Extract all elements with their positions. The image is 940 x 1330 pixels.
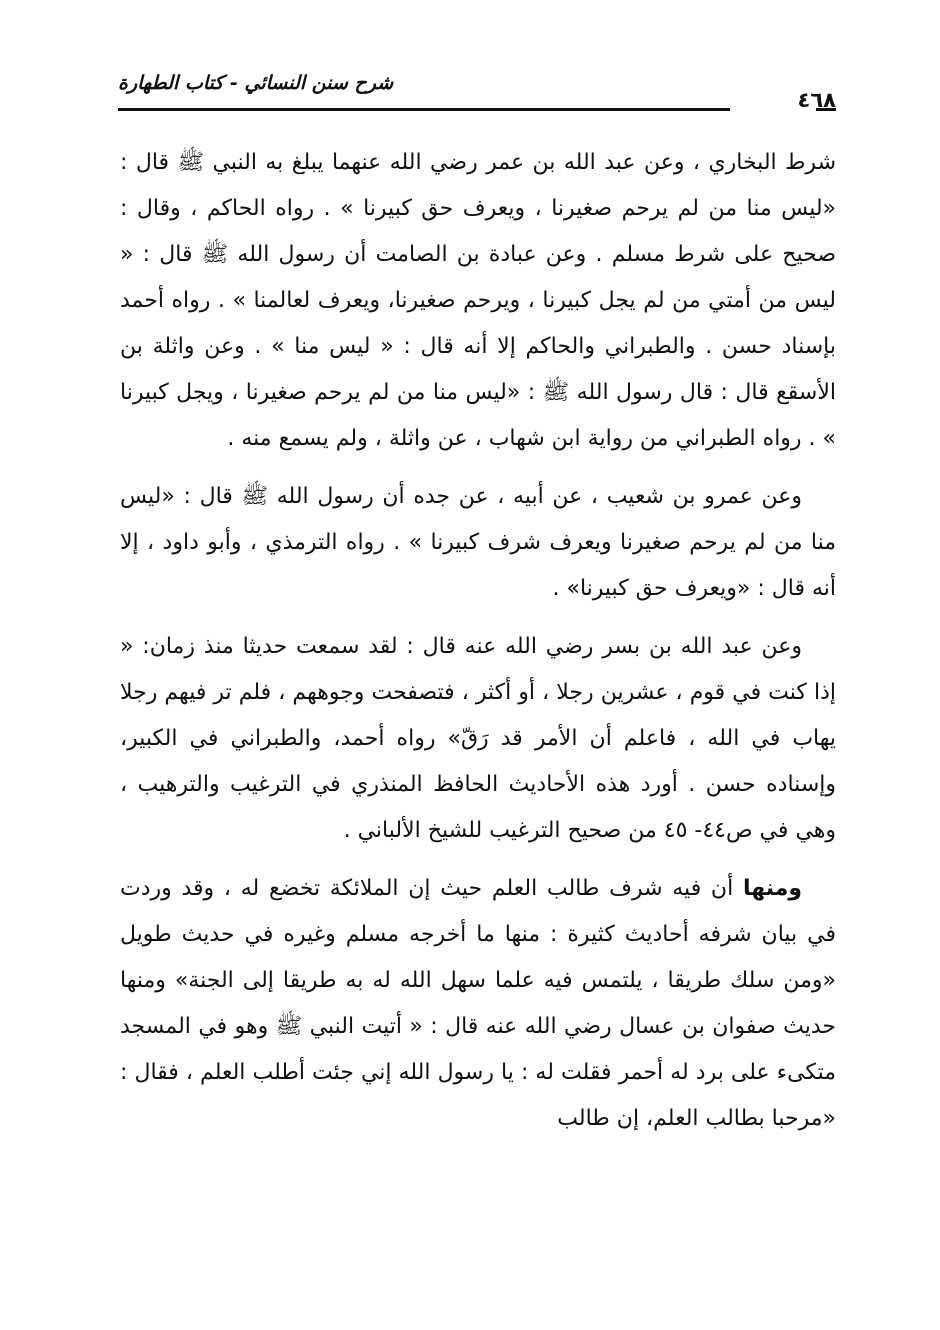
header-rule [118,108,730,111]
paragraph-3: وعن عبد الله بن بسر رضي الله عنه قال : لقد سمعت حديثا منذ زمان: « إذا كنت في قوم ، عشرين رجلا ، أو أكثر ، فتصفحت وجوههم ، فلم تر فيهم رجلا يهاب في الله ، فاعلم أن الأمر قد رَقّ» رواه أحمد، والطبراني في الكبير، وإسناده حسن . أورد هذه الأحاديث الحافظ المنذري في الترغيب والترهيب ، وهي في ص٤٤- ٤٥ من صحيح الترغيب للشيخ الألباني . [120,634,836,843]
paragraph-lead: ومنها [742,876,802,901]
paragraph-4 [120,866,836,1142]
page-header [118,72,836,122]
page-number: ٤٦٨ [797,88,836,112]
paragraph-2: وعن عمرو بن شعيب ، عن أبيه ، عن جده أن رسول الله ﷺ قال : «ليس منا من لم يرحم صغيرنا ويعرف شرف كبيرنا » . رواه الترمذي ، وأبو داود ، إلا أنه قال : «ويعرف حق كبيرنا» . [120,484,836,601]
body-text [120,140,836,1154]
running-title: شرح سنن النسائي - كتاب الطهارة [118,72,394,94]
paragraph-1: شرط البخاري ، وعن عبد الله بن عمر رضي الله عنهما يبلغ به النبي ﷺ قال : «ليس منا من لم يرحم صغيرنا ، ويعرف حق كبيرنا » . رواه الحاكم ، وقال : صحيح على شرط مسلم . وعن عبادة بن الصامت أن رسول الله ﷺ قال : « ليس من أمتي من لم يجل كبيرنا ، ويرحم صغيرنا، ويعرف لعالمنا » . رواه أحمد بإسناد حسن . والطبراني والحاكم إلا أنه قال : « ليس منا » . وعن واثلة بن الأسقع قال : قال رسول الله ﷺ : «ليس منا من لم يرحم صغيرنا ، ويجل كبيرنا » . رواه الطبراني من رواية ابن شهاب ، عن واثلة ، ولم يسمع منه . [120,150,836,451]
paragraph-4-text: أن فيه شرف طالب العلم حيث إن الملائكة تخضع له ، وقد وردت في بيان شرفه أحاديث كثيرة : منها ما أخرجه مسلم وغيره في حديث طويل «ومن سلك طريقا ، يلتمس فيه علما سهل الله له به طريقا إلى الجنة» ومنها حديث صفوان بن عسال رضي الله عنه قال : « أتيت النبي ﷺ وهو في المسجد متكىء على برد له أحمر فقلت له : يا رسول الله إني جئت أطلب العلم ، فقال : «مرحبا بطالب العلم، إن طالب [120,876,836,1131]
